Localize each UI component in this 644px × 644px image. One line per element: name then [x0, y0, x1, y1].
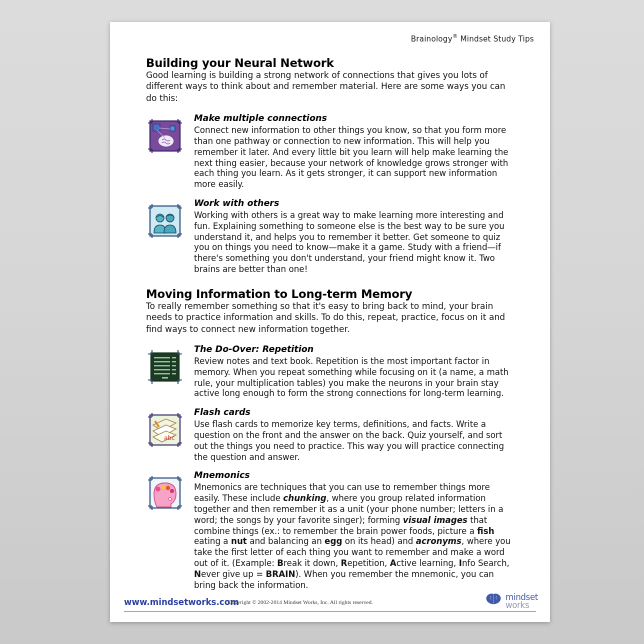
text-run: eating a — [194, 536, 231, 547]
mindset-works-logo — [485, 591, 538, 610]
document-header — [411, 34, 534, 44]
text-run: reak it down, — [283, 557, 341, 568]
document-body — [146, 56, 518, 590]
tip-title: Make multiple connections — [194, 114, 327, 125]
tip-body: Connect new information to other things you know, so that you form more than one pathway or connection to new information. This will help you remember it later. And every little bit you learn will help make learning the next thing easier, because your network of knowledge grows stronger with each thing you learn. As it gets stronger, it can support new information more easily. — [194, 125, 509, 190]
brain-logo-icon — [485, 591, 502, 610]
header-subtitle: Mindset Study Tips — [457, 34, 534, 44]
text-run: A — [389, 557, 397, 568]
text-run: BRAIN — [265, 568, 296, 579]
document-footer — [110, 586, 550, 612]
document-page — [110, 22, 550, 622]
tip-text-block — [194, 471, 518, 590]
svg-text:abc: abc — [164, 435, 175, 443]
tip-body: Use flash cards to memorize key terms, definitions, and facts. Write a question on the front and the answer on the back. Quiz yourself, and sort out the things you need to practice. This way you will practice connecting the question and answer. — [194, 419, 505, 462]
text-run: on its head) and — [342, 536, 416, 547]
registered-mark: ® — [452, 34, 458, 40]
copyright-text: Copyright © 2002-2014 Mindset Works, Inc. All rights reserved. — [228, 600, 373, 606]
text-run: ever give up = — [201, 568, 266, 579]
text-run: acronyms — [415, 536, 462, 547]
text-run: I — [458, 557, 462, 568]
tip-do-over-repetition — [146, 345, 518, 399]
tip-title: Work with others — [194, 199, 280, 209]
text-run: Mnemonics are techniques that you can use to remember things more easily. These include — [194, 482, 490, 504]
text-run: ). When you remember the mnemonic, you can bring back the information. — [194, 568, 494, 590]
footer-divider — [124, 611, 536, 612]
tip-mnemonics — [146, 471, 518, 590]
section-intro: To really remember something so that it's easy to bring back to mind, your brain needs to practice information and skills. To do this, repeat, practice, focus on it and find ways to connect new information together. — [146, 301, 506, 335]
section-long-term-memory — [146, 287, 518, 591]
text-run: visual images — [402, 514, 468, 525]
section-building-neural-network — [146, 56, 518, 275]
text-run: and balancing an — [246, 536, 325, 547]
tip-flash-cards — [146, 408, 518, 462]
tip-title: The Do-Over: Repetition — [194, 345, 314, 355]
text-run: nut — [230, 536, 247, 547]
logo-line-two: works — [505, 599, 530, 610]
text-run: ctive learning, — [396, 557, 459, 568]
two-people-icon — [146, 202, 184, 240]
website-link[interactable]: www.mindsetworks.com — [124, 597, 239, 607]
tip-make-multiple-connections — [146, 114, 518, 190]
text-run: fish — [477, 525, 495, 536]
text-run: egg — [324, 536, 343, 547]
text-run: chunking — [283, 493, 327, 504]
text-run: that combine things (ex.: to remember the brain power foods, picture a — [194, 514, 488, 536]
network-connections-icon — [146, 117, 184, 155]
text-run: , where you take the first letter of each thing you want to remember and make a word out of it. (Example: — [194, 536, 511, 568]
logo-line-one: mindset — [505, 591, 538, 602]
tip-text-block — [194, 408, 518, 462]
tip-body: Working with others is a great way to make learning more interesting and fun. Explaining something to someone else is the best way to be sure you understand it, and helps you to remember it better. Get someone to quiz you on things you need to know—make it a game. Study with a friend—if there's something you don't understand, your friend might know it. Two brains are better than one! — [194, 210, 505, 274]
chalkboard-repetition-icon — [146, 348, 184, 386]
text-run: B — [277, 557, 284, 568]
tip-text-block — [194, 114, 518, 190]
tip-title: Flash cards — [194, 408, 251, 419]
logo-wordmark — [505, 593, 538, 609]
tip-work-with-others — [146, 199, 518, 275]
tip-body: Review notes and text book. Repetition is the most important factor in memory. When you repeat something while focusing on it (a name, a math rule, your multiplication tables) you make the neurons in your brain stay active long enough to form the strong connections for long-term learning. — [194, 356, 509, 399]
brain-head-icon — [146, 474, 184, 512]
tip-text-block — [194, 199, 518, 275]
tip-body-rich — [194, 482, 518, 590]
header-brand: Brainology — [410, 34, 453, 44]
text-run: epetition, — [347, 557, 390, 568]
text-run: R — [340, 557, 348, 568]
tip-title: Mnemonics — [194, 471, 250, 482]
section-title: Moving Information to Long-term Memory — [146, 286, 413, 301]
text-run: N — [194, 568, 202, 579]
tip-text-block — [194, 345, 518, 399]
text-run: , where you group related information together and then remember it as a unit (your phone number; letters in a word; the songs by your favorite singer); forming — [194, 493, 504, 525]
section-title: Building your Neural Network — [146, 56, 334, 70]
flash-cards-icon — [146, 411, 184, 449]
section-intro: Good learning is building a strong network of connections that gives you lots of different ways to think about and remember material. Here are some ways you can do this: — [146, 71, 506, 104]
text-run: nfo Search, — [461, 557, 510, 568]
